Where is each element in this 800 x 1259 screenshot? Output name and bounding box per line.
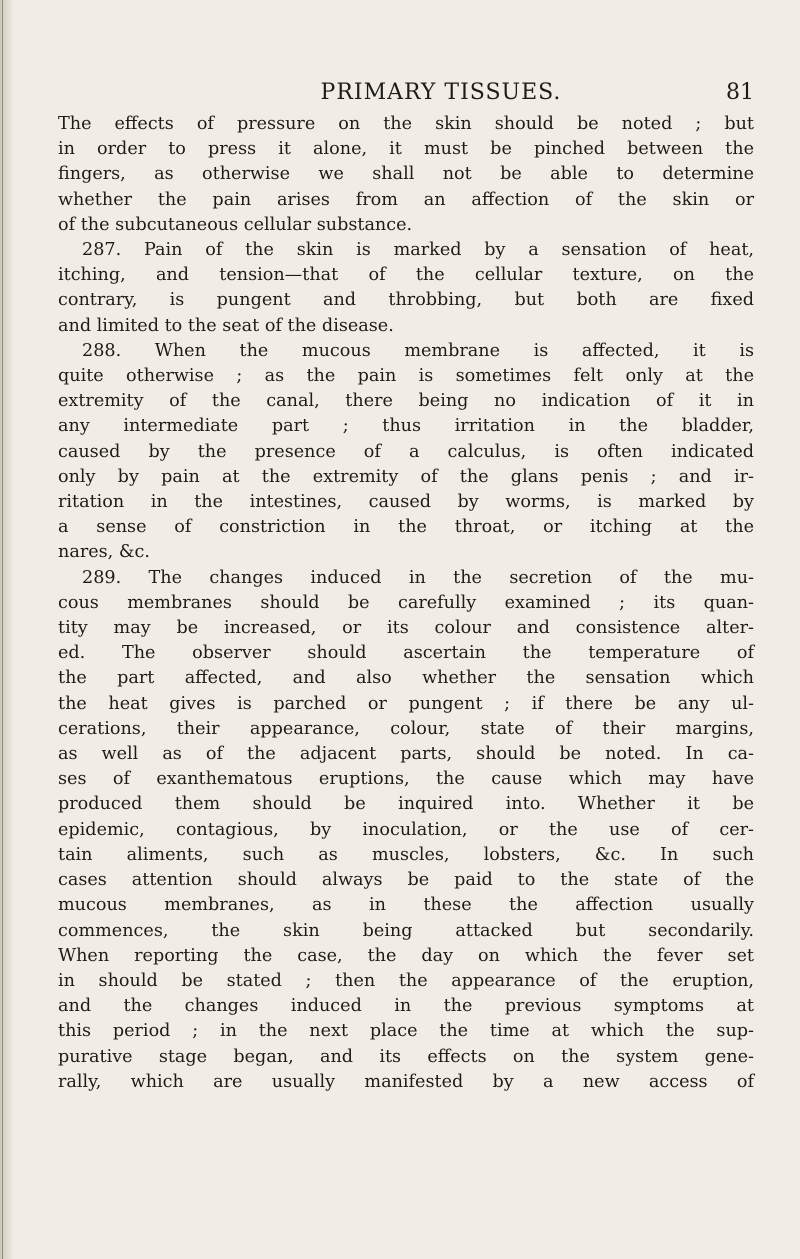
text-line: the part affected, and also whether the sensation which xyxy=(58,668,754,689)
text-line: as well as of the adjacent parts, should be noted. In ca- xyxy=(58,744,754,765)
text-line: The effects of pressure on the skin should be noted ; but xyxy=(58,114,754,134)
text-line: and limited to the seat of the disease. xyxy=(58,315,394,336)
book-page xyxy=(58,74,754,1095)
text-line: cases attention should always be paid to the state of the xyxy=(58,870,754,891)
text-line: nares, &c. xyxy=(58,542,150,563)
text-line: 289. The changes induced in the secretion of the mu- xyxy=(82,567,754,588)
text-line: epidemic, contagious, by inoculation, or the use of cer- xyxy=(58,819,754,840)
text-line: this period ; in the next place the time at which the sup- xyxy=(58,1021,754,1042)
text-line: tain aliments, such as muscles, lobsters, &c. In such xyxy=(58,844,754,865)
page-number: 81 xyxy=(726,80,754,105)
text-line: ses of exanthematous eruptions, the cause which may have xyxy=(58,769,754,790)
text-line: itching, and tension—that of the cellular texture, on the xyxy=(58,265,754,286)
text-line: only by pain at the extremity of the glans penis ; and ir- xyxy=(58,466,754,487)
text-line: cous membranes should be carefully examined ; its quan- xyxy=(58,592,754,613)
text-line: commences, the skin being attacked but secondarily. xyxy=(58,920,754,941)
body-text xyxy=(58,112,754,1095)
text-line: of the subcutaneous cellular substance. xyxy=(58,214,413,235)
text-line: rally, which are usually manifested by a new access of xyxy=(58,1071,754,1092)
text-line: a sense of constriction in the throat, or itching at the xyxy=(58,517,754,538)
text-line: contrary, is pungent and throbbing, but both are fixed xyxy=(58,290,754,311)
text-line: purative stage began, and its effects on the system gene- xyxy=(58,1046,754,1067)
text-line: quite otherwise ; as the pain is sometimes felt only at the xyxy=(58,366,754,387)
text-line: extremity of the canal, there being no indication of it in xyxy=(58,391,754,412)
text-line: the heat gives is parched or pungent ; if there be any ul- xyxy=(58,693,754,714)
text-line: in should be stated ; then the appearance of the eruption, xyxy=(58,970,754,991)
text-line: ed. The observer should ascertain the temperature of xyxy=(58,643,754,664)
page-binding-line xyxy=(2,0,3,1259)
text-line: in order to press it alone, it must be pinched between the xyxy=(58,139,754,160)
text-line: mucous membranes, as in these the affection usually xyxy=(58,895,754,916)
text-line: produced them should be inquired into. Whether it be xyxy=(58,794,754,815)
text-line: and the changes induced in the previous symptoms at xyxy=(58,996,754,1017)
running-title: PRIMARY TISSUES. xyxy=(320,80,562,105)
text-line: caused by the presence of a calculus, is often indicated xyxy=(58,441,754,462)
text-line: whether the pain arises from an affection of the skin or xyxy=(58,189,754,210)
text-line: ritation in the intestines, caused by worms, is marked by xyxy=(58,492,754,513)
text-line: 287. Pain of the skin is marked by a sensation of heat, xyxy=(82,240,754,261)
text-line: When reporting the case, the day on which the fever set xyxy=(58,945,754,966)
running-head xyxy=(58,74,754,110)
text-line: tity may be increased, or its colour and consistence alter- xyxy=(58,618,754,639)
text-line: any intermediate part ; thus irritation in the bladder, xyxy=(58,416,754,437)
text-line: fingers, as otherwise we shall not be able to determine xyxy=(58,164,754,185)
text-line: 288. When the mucous membrane is affected, it is xyxy=(82,340,754,361)
text-line: cerations, their appearance, colour, state of their margins, xyxy=(58,718,754,739)
